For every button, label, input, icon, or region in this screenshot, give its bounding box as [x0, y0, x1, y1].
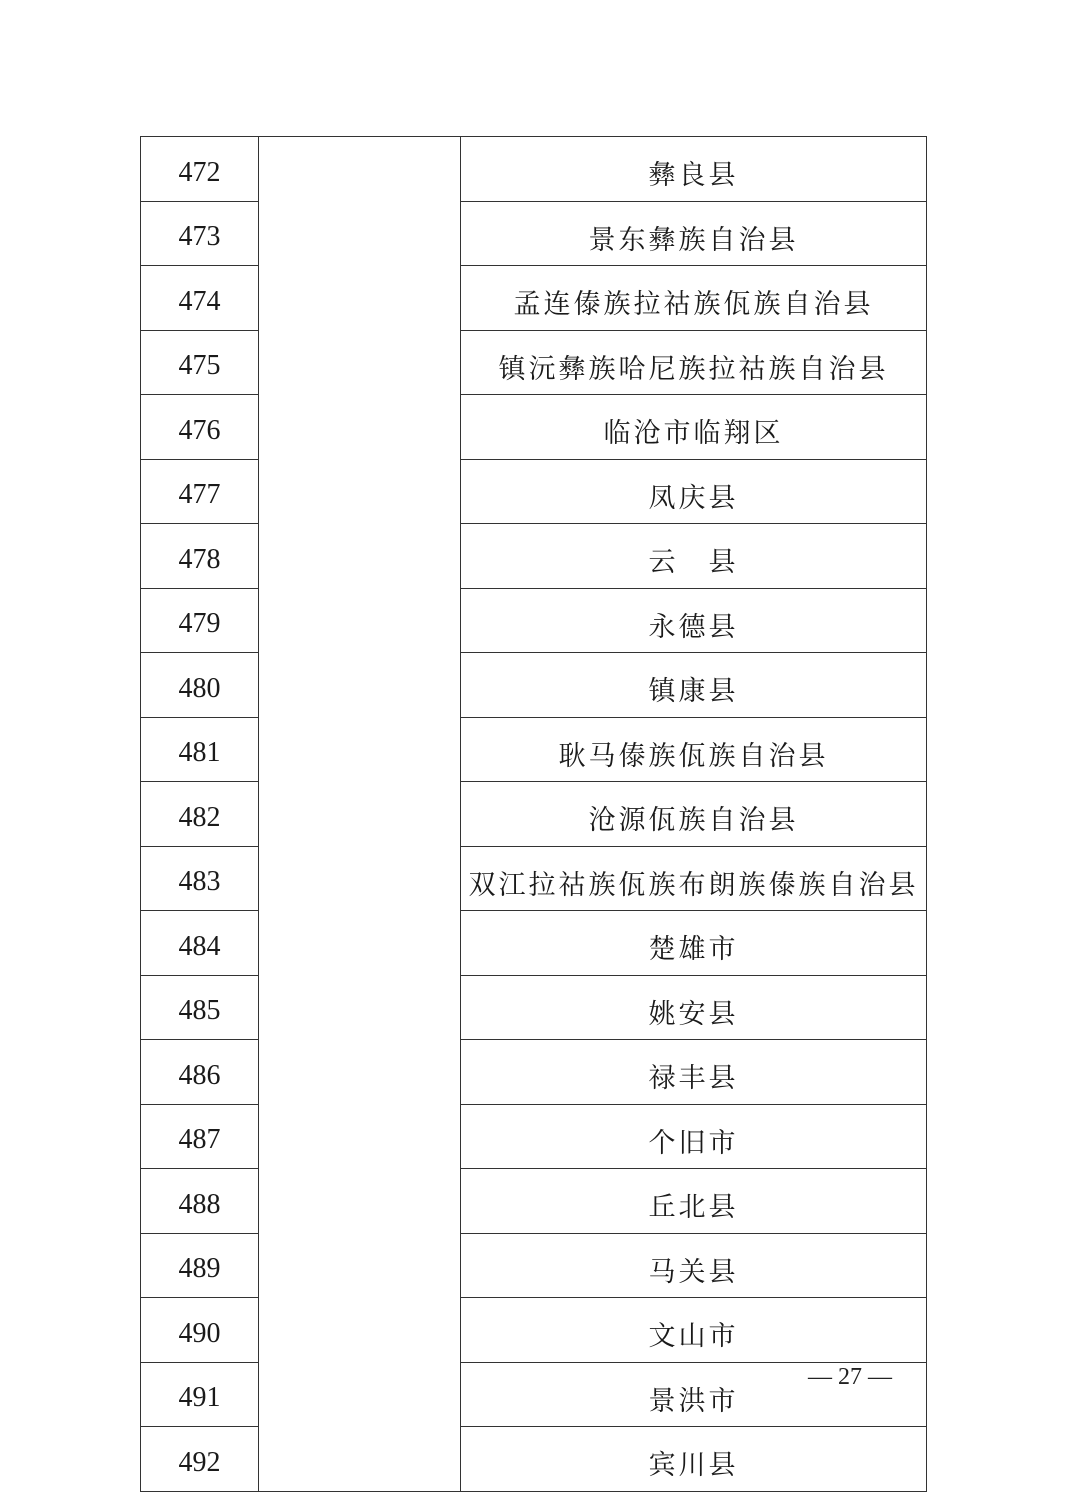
table-row — [141, 975, 927, 1040]
table-body — [141, 137, 927, 1492]
county-name: 镇沅彝族哈尼族拉祜族自治县 — [461, 330, 927, 395]
table-row — [141, 1427, 927, 1492]
table-row — [141, 330, 927, 395]
row-number: 474 — [141, 266, 259, 331]
county-name: 彝良县 — [461, 137, 927, 202]
row-number: 482 — [141, 782, 259, 847]
table-row — [141, 588, 927, 653]
row-number: 473 — [141, 201, 259, 266]
row-number: 481 — [141, 717, 259, 782]
row-number: 476 — [141, 395, 259, 460]
row-number: 487 — [141, 1104, 259, 1169]
county-name: 云 县 — [461, 524, 927, 589]
row-number: 490 — [141, 1298, 259, 1363]
row-number: 483 — [141, 846, 259, 911]
row-number: 477 — [141, 459, 259, 524]
table-row — [141, 1169, 927, 1234]
county-name: 耿马傣族佤族自治县 — [461, 717, 927, 782]
table-row — [141, 717, 927, 782]
row-number: 492 — [141, 1427, 259, 1492]
merged-empty-cell — [259, 137, 461, 1492]
table-row — [141, 1233, 927, 1298]
county-name: 姚安县 — [461, 975, 927, 1040]
table-row — [141, 524, 927, 589]
table-row — [141, 137, 927, 202]
table-row — [141, 1298, 927, 1363]
county-name: 沧源佤族自治县 — [461, 782, 927, 847]
county-name: 镇康县 — [461, 653, 927, 718]
county-name: 文山市 — [461, 1298, 927, 1363]
row-number: 479 — [141, 588, 259, 653]
row-number: 475 — [141, 330, 259, 395]
row-number: 480 — [141, 653, 259, 718]
row-number: 488 — [141, 1169, 259, 1234]
county-name: 凤庆县 — [461, 459, 927, 524]
table-row — [141, 911, 927, 976]
county-name: 楚雄市 — [461, 911, 927, 976]
county-name: 丘北县 — [461, 1169, 927, 1234]
county-name: 永德县 — [461, 588, 927, 653]
row-number: 478 — [141, 524, 259, 589]
page-number: — 27 — — [808, 1364, 892, 1390]
table-row — [141, 846, 927, 911]
county-name: 孟连傣族拉祜族佤族自治县 — [461, 266, 927, 331]
row-number: 472 — [141, 137, 259, 202]
table-row — [141, 782, 927, 847]
county-list-table — [140, 136, 927, 1492]
table-row — [141, 1040, 927, 1105]
row-number: 491 — [141, 1362, 259, 1427]
row-number: 485 — [141, 975, 259, 1040]
row-number: 484 — [141, 911, 259, 976]
county-name: 双江拉祜族佤族布朗族傣族自治县 — [461, 846, 927, 911]
county-name: 景洪市 — [461, 1362, 927, 1427]
table-row — [141, 653, 927, 718]
table-row — [141, 1104, 927, 1169]
county-name: 宾川县 — [461, 1427, 927, 1492]
county-name: 临沧市临翔区 — [461, 395, 927, 460]
county-name: 马关县 — [461, 1233, 927, 1298]
table-row — [141, 201, 927, 266]
county-name: 禄丰县 — [461, 1040, 927, 1105]
row-number: 489 — [141, 1233, 259, 1298]
county-name: 景东彝族自治县 — [461, 201, 927, 266]
row-number: 486 — [141, 1040, 259, 1105]
table-row — [141, 395, 927, 460]
table-row — [141, 266, 927, 331]
county-name: 个旧市 — [461, 1104, 927, 1169]
table-row — [141, 459, 927, 524]
